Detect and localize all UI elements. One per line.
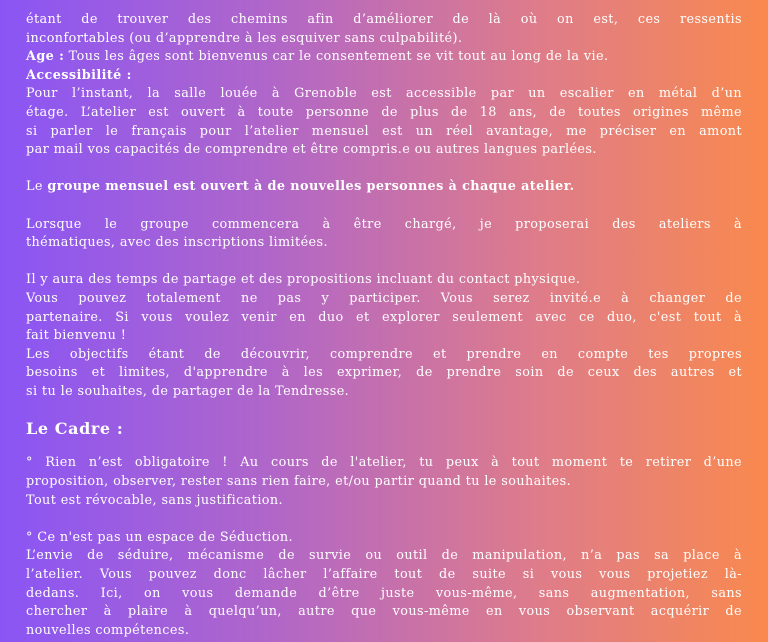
spacer (26, 197, 742, 216)
rule-2-line-1: ° Ce n'est pas un espace de Séduction. (26, 529, 294, 545)
thematic-paragraph (26, 216, 742, 253)
rule-2-line-4: dedans. Ici, on vous demande d’être juste vous-même, sans augmentation, sans (26, 585, 742, 601)
thematic-line-1: Lorsque le groupe commencera à être chargé, je proposerai des ateliers à (26, 216, 742, 232)
rule-1-line-2: proposition, observer, rester sans rien faire, et/ou partir quand tu le souhaites. (26, 474, 572, 490)
accessibility-line-3: si parler le français pour l’atelier mensuel est un réel avantage, me préciser en amont (26, 123, 742, 139)
sharing-line-7: si tu le souhaites, de partager de la Tendresse. (26, 383, 350, 399)
intro-paragraph (26, 11, 742, 48)
accessibility-line-2: étage. L’atelier est ouvert à toute personne de plus de 18 ans, de toutes origines même (26, 104, 742, 120)
sharing-line-3: partenaire. Si vous voulez venir en duo et explorer seulement avec ce duo, c'est tout à (26, 309, 742, 325)
rule-1-line-1: ° Rien n’est obligatoire ! Au cours de l'atelier, tu peux à tout moment te retirer d’une (26, 455, 742, 471)
spacer (26, 510, 742, 529)
accessibility-label: Accessibilité : (26, 67, 132, 83)
sharing-line-6: besoins et limites, d'apprendre à les exprimer, de prendre soin de ceux des autres et (26, 365, 742, 381)
group-line (26, 178, 742, 197)
sharing-line-4: fait bienvenu ! (26, 328, 127, 344)
age-label: Age : (26, 49, 65, 65)
sharing-line-2: Vous pouvez totalement ne pas y participer. Vous serez invité.e à changer de (26, 290, 742, 306)
accessibility-line-4: par mail vos capacités de comprendre et être compris.e ou autres langues parlées. (26, 142, 597, 158)
group-paragraph (26, 178, 742, 197)
frame-heading: Le Cadre : (26, 419, 124, 439)
sharing-paragraph (26, 271, 742, 401)
age-line (26, 48, 742, 67)
spacer (26, 160, 742, 179)
accessibility-paragraph (26, 67, 742, 160)
rule-2-line-3: l’atelier. Vous pouvez donc lâcher l’affaire tout de suite si vous vous projetiez là- (26, 567, 742, 583)
rule-1-paragraph (26, 454, 742, 510)
intro-line-1: étant de trouver des chemins afin d’améliorer de là où on est, ces ressentis (26, 12, 742, 27)
group-prefix: Le (26, 179, 48, 195)
spacer (26, 253, 742, 272)
rule-2-line-6: nouvelles compétences. (26, 622, 190, 638)
rule-1-line-3: Tout est révocable, sans justification. (26, 492, 284, 508)
intro-line-2: inconfortables (ou d’apprendre à les esquiver sans culpabilité). (26, 30, 463, 46)
sharing-line-1: Il y aura des temps de partage et des propositions incluant du contact physique. (26, 272, 581, 288)
rule-2-line-5: chercher à plaire à quelqu’un, autre que vous-même en vous observant acquérir de (26, 604, 742, 620)
rule-2-paragraph (26, 529, 742, 641)
accessibility-line-1: Pour l’instant, la salle louée à Grenoble est accessible par un escalier en métal d’un (26, 86, 742, 102)
rule-2-line-2: L’envie de séduire, mécanisme de survie ou outil de manipulation, n’a pas sa place à (26, 548, 742, 564)
sharing-line-5: Les objectifs étant de découvrir, comprendre et prendre en compte tes propres (26, 346, 742, 362)
thematic-line-2: thématiques, avec des inscriptions limitées. (26, 235, 328, 251)
age-text: Tous les âges sont bienvenus car le consentement se vit tout au long de la vie. (64, 49, 609, 65)
age-paragraph (26, 48, 742, 67)
group-bold-text: groupe mensuel est ouvert à de nouvelles personnes à chaque atelier. (47, 179, 575, 195)
